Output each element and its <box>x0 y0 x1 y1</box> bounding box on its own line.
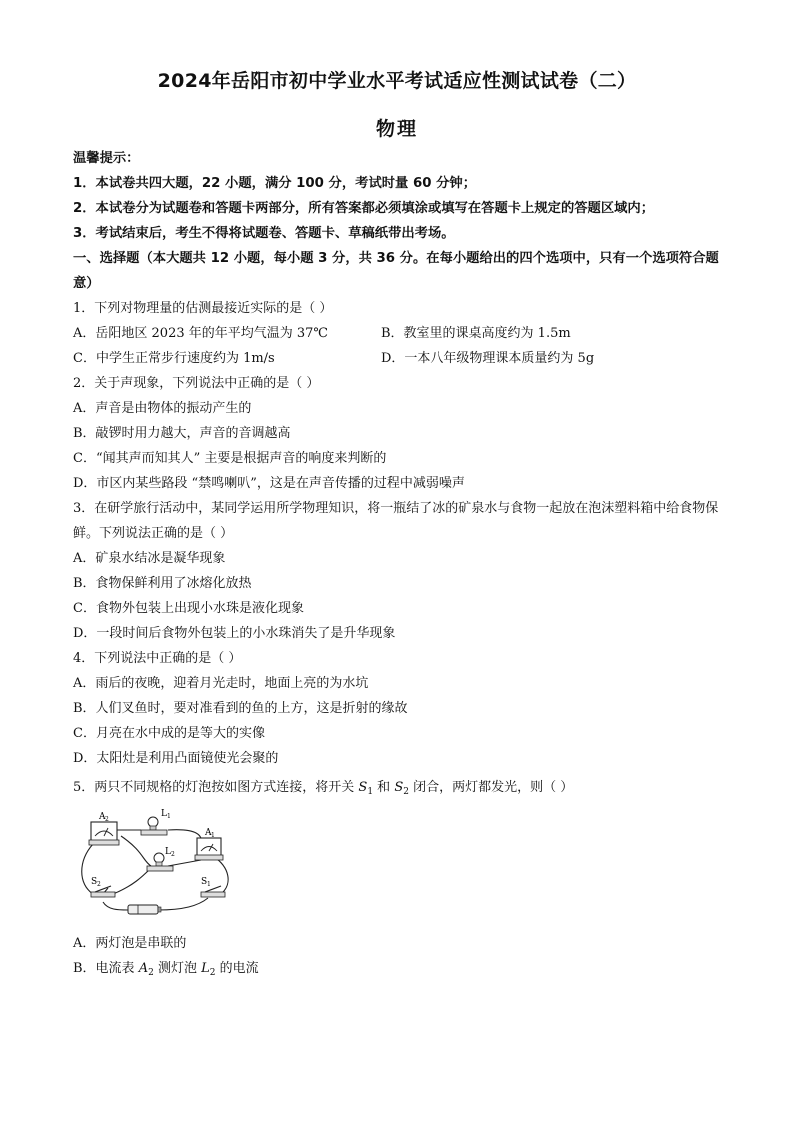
question-4-option-d: D．太阳灶是利用凸面镜使光会聚的 <box>73 751 279 766</box>
question-4-stem: 4．下列说法中正确的是（ ） <box>73 651 242 666</box>
question-2-option-b: B．敲锣时用力越大，声音的音调越高 <box>73 426 291 441</box>
exam-title: 2024年岳阳市初中学业水平考试适应性测试试卷（二） <box>157 70 637 92</box>
ammeter-a2-label: A <box>99 812 106 822</box>
question-5-option-b-mid: 测灯泡 <box>153 961 202 976</box>
battery-icon <box>128 905 161 914</box>
switch-s2-symbol: S <box>394 780 404 795</box>
question-3-option-c: C．食物外包装上出现小水珠是液化现象 <box>73 601 304 616</box>
bulb-l1-label: L <box>161 809 167 819</box>
question-2-stem: 2．关于声现象，下列说法中正确的是（ ） <box>73 376 320 391</box>
question-5-stem-post: 闭合，两灯都发光，则（ ） <box>408 780 574 795</box>
question-5-option-b-pre: B．电流表 <box>73 961 139 976</box>
switch-s1-label: S <box>201 877 208 887</box>
notice-item-2: 2．本试卷分为试题卷和答题卡两部分，所有答案都必须填涂或填写在答题卡上规定的答题区域内； <box>73 201 655 216</box>
question-2-option-d: D．市区内某些路段 “禁鸣喇叭”，这是在声音传播的过程中减弱噪声 <box>73 476 465 491</box>
question-4-option-b: B．人们叉鱼时，要对准看到的鱼的上方，这是折射的缘故 <box>73 701 408 716</box>
switch-s1-subscript: 1 <box>367 787 374 797</box>
notice-item-1: 1．本试卷共四大题，22 小题，满分 100 分，考试时量 60 分钟； <box>73 176 476 191</box>
switch-s2-icon <box>91 886 115 897</box>
switch-s2-label: S <box>91 877 98 887</box>
ammeter-a1-icon <box>195 838 223 860</box>
ammeter-a2-icon <box>89 822 119 845</box>
question-1-option-d: D．一本八年级物理课本质量约为 5g <box>381 351 595 366</box>
ammeter-a1-label: A <box>205 828 212 838</box>
exam-content <box>73 146 723 981</box>
question-4-option-c: C．月亮在水中成的是等大的实像 <box>73 726 265 741</box>
question-5-stem-mid: 和 <box>373 780 395 795</box>
ammeter-a2-subscript: 2 <box>105 816 109 823</box>
question-1-option-b: B．教室里的课桌高度约为 1.5m <box>381 326 571 341</box>
bulb-symbol: L <box>201 961 210 976</box>
switch-s1-icon <box>201 886 225 897</box>
switch-s2-subscript: 2 <box>403 787 409 797</box>
bulb-l1-subscript: 1 <box>167 813 171 820</box>
question-3-option-d: D．一段时间后食物外包装上的小水珠消失了是升华现象 <box>73 626 396 641</box>
question-1-options-row-2 <box>73 346 723 371</box>
question-5-option-b-post: 的电流 <box>215 961 259 976</box>
question-3-option-a: A．矿泉水结冰是凝华现象 <box>73 551 226 566</box>
bulb-l2-label: L <box>165 847 171 857</box>
question-4-option-a: A．雨后的夜晚，迎着月光走时，地面上亮的为水坑 <box>73 676 369 691</box>
notice-heading: 温馨提示： <box>73 151 140 166</box>
question-1-option-c: C．中学生正常步行速度约为 1m/s <box>73 351 275 366</box>
section-heading: 一、选择题（本大题共 12 小题，每小题 3 分，共 36 分。在每小题给出的四个选项中，只有一个选项符合题意） <box>73 251 719 291</box>
question-1-stem: 1．下列对物理量的估测最接近实际的是（ ） <box>73 301 333 316</box>
bulb-l1-icon <box>141 817 167 835</box>
ammeter-symbol: A <box>138 961 149 976</box>
question-3-stem: 3．在研学旅行活动中，某同学运用所学物理知识，将一瓶结了冰的矿泉水与食物一起放在泡沫塑料箱中给食物保鲜。下列说法正确的是（ ） <box>73 501 719 541</box>
bulb-subscript: 2 <box>209 968 216 978</box>
question-3-option-b: B．食物保鲜利用了冰熔化放热 <box>73 576 252 591</box>
subject-title: 物理 <box>375 118 418 140</box>
question-2-option-a: A．声音是由物体的振动产生的 <box>73 401 252 416</box>
switch-s2-subscript: 2 <box>97 881 101 888</box>
notice-item-3: 3．考试结束后，考生不得将试题卷、答题卡、草稿纸带出考场。 <box>73 226 455 241</box>
switch-s1-subscript: 1 <box>207 881 211 888</box>
ammeter-subscript: 2 <box>148 968 154 978</box>
question-5-option-a: A．两灯泡是串联的 <box>73 936 187 951</box>
question-1-option-a: A．岳阳地区 2023 年的年平均气温为 37℃ <box>73 326 328 341</box>
circuit-diagram <box>73 806 243 916</box>
switch-s1-symbol: S <box>358 780 368 795</box>
question-5-stem <box>73 775 723 800</box>
question-5-option-b <box>73 956 723 981</box>
question-2-option-c: C．“闻其声而知其人” 主要是根据声音的响度来判断的 <box>73 451 387 466</box>
bulb-l2-subscript: 2 <box>171 851 175 858</box>
question-1-options-row-1 <box>73 321 723 346</box>
question-5-stem-pre: 5．两只不同规格的灯泡按如图方式连接，将开关 <box>73 780 359 795</box>
ammeter-a1-subscript: 1 <box>211 832 215 839</box>
